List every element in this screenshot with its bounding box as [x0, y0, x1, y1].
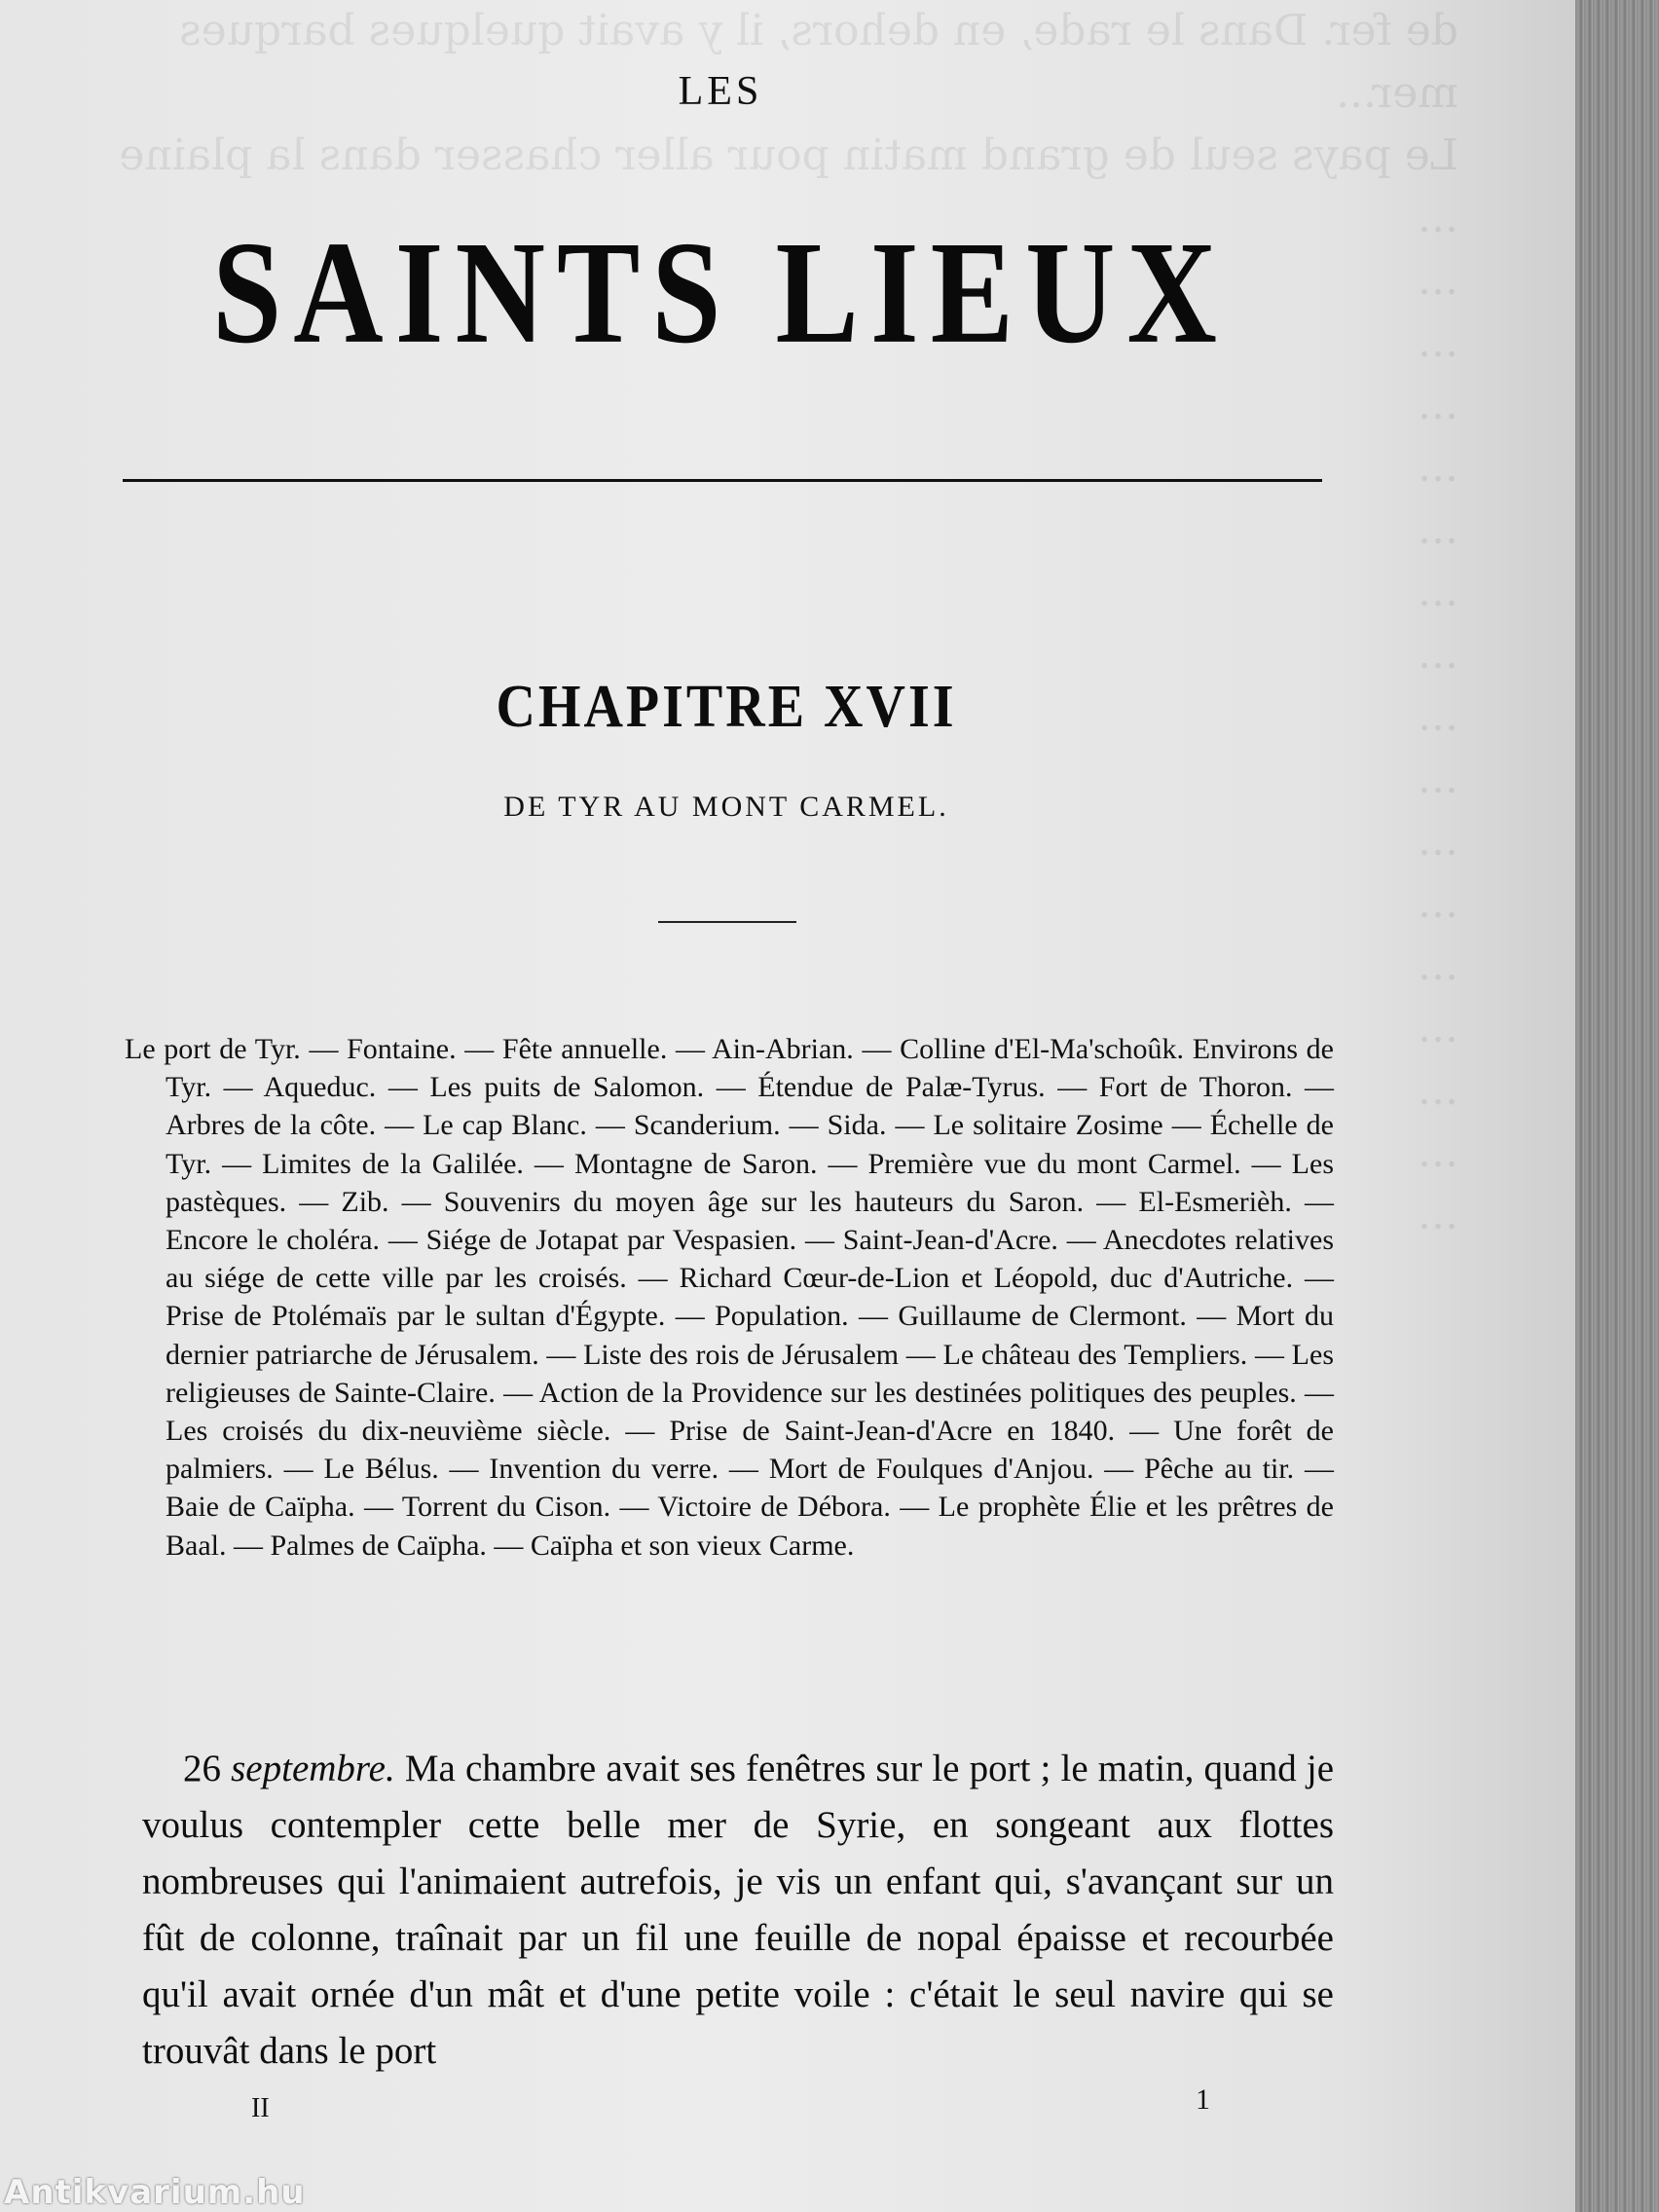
chapter-subtitle: DE TYR AU MONT CARMEL. [503, 791, 949, 823]
chapter-title: CHAPITRE XVII [496, 673, 957, 741]
date-number: 26 [183, 1748, 221, 1789]
book-title: SAINTS LIEUX [212, 210, 1229, 374]
header-small-title: LES [678, 69, 763, 114]
page-number: 1 [1196, 2083, 1210, 2116]
show-through-texture: de fer. Dans le rade, en dehors, il y avait quelques barques mer... Le pays seul de grand matin pour aller chasser dans la plaine ... ... ... ... ... ... ... ... ... ... ... ... ... ... ... ... ... [119, 6, 1458, 1239]
chapter-summary: Le port de Tyr. — Fontaine. — Fête annuelle. — Ain-Abrian. — Colline d'El-Ma'schoûk. Environs de Tyr. — Aqueduc. — Les puits de Salomon. — Étendue de Palæ-Tyrus. — Fort de Thoron. — Arbres de la côte. — Le cap Blanc. — Scanderium. — Sida. — Le solitaire Zosime — Échelle de Tyr. — Limites de la Galilée. — Montagne de Saron. — Première vue du mont Carmel. — Les pastèques. — Zib. — Souvenirs du moyen âge sur les hauteurs du Saron. — El-Esmerièh. — Encore le choléra. — Siége de Jotapat par Vespasien. — Saint-Jean-d'Acre. — Anecdotes relatives au siége de cette ville par les croisés. — Richard Cœur-de-Lion et Léopold, duc d'Autriche. — Prise de Ptolémaïs par le sultan d'Égypte. — Population. — Guillaume de Clermont. — Mort du dernier patriarche de Jérusalem. — Liste des rois de Jérusalem — Le château des Templiers. — Les religieuses de Sainte-Claire. — Action de la Providence sur les destinées politiques des peuples. — Les croisés du dix-neuvième siècle. — Prise de Saint-Jean-d'Acre en 1840. — Une forêt de palmiers. — Le Bélus. — Invention du verre. — Mort de Foulques d'Anjou. — Pêche au tir. — Baie de Caïpha. — Torrent du Cison. — Victoire de Débora. — Le prophète Élie et les prêtres de Baal. — Palmes de Caïpha. — Caïpha et son vieux Carme. [125, 1033, 1334, 1562]
date-word: septembre. [231, 1748, 395, 1789]
signature-mark: II [251, 2093, 270, 2123]
chapter-divider [658, 921, 796, 923]
title-rule [123, 479, 1322, 482]
paragraph-text: Ma chambre avait ses fenêtres sur le port ; le matin, quand je voulus contempler cette belle mer de Syrie, en songeant aux flottes nombreuses qui l'animaient autrefois, je vis un enfant qui, s'avançant sur un fût de colonne, traînait par un fil une feuille de nopal épaisse et recourbée qu'il avait ornée d'un mât et d'une petite voile : c'était le seul navire qui se trouvât dans le port [142, 1748, 1335, 2072]
watermark-logo: Antikvarium.hu [4, 2173, 306, 2212]
body-paragraph [142, 1741, 1334, 2080]
page-edge-stack [1575, 0, 1659, 2212]
